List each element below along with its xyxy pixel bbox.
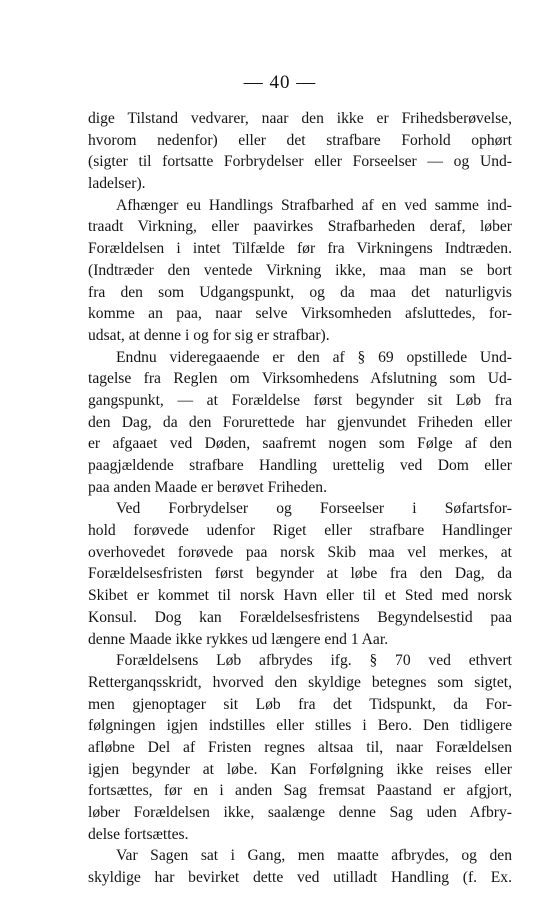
text-line: afløbne Del af Fristen regnes altsaa til, naar Forældelsen [88,738,512,756]
text-line: Skibet er kommet til norsk Havn eller til et Sted med norsk [88,587,512,605]
text-line: Forældelsens Løb afbrydes ifg. § 70 ved ethvert [116,652,512,670]
text-line: Var Sagen sat i Gang, men maatte afbrydes, og den [116,847,512,865]
text-line: følgningen igjen indstilles eller stilles i Bero. Den tidligere [88,717,512,735]
text-line: Afhænger eu Handlings Strafbarhed af en ved samme ind- [116,196,512,214]
text-line: igjen begynder at løbe. Kan Forfølgning ikke reises eller [88,760,512,778]
text-line: gangspunkt, — at Forældelse først begynder sit Løb fra [88,391,512,409]
text-line: tagelse fra Reglen om Virksomhedens Afslutning som Ud- [88,370,512,388]
text-line: (sigter til fortsatte Forbrydelser eller Forseelser — og Und- [88,153,512,171]
text-line: Ved Forbrydelser og Forseelser i Søfartsfor- [116,500,512,518]
text-line: hold forøvede udenfor Riget eller strafbare Handlinger [88,522,512,540]
text-line: men gjenoptager sit Løb fra det Tidspunkt, da For- [88,695,512,713]
text-line: Forældelsesfristen først begynder at løbe fra den Dag, da [88,565,512,583]
text-line: dige Tilstand vedvarer, naar den ikke er Frihedsberøvelse, [88,110,512,127]
text-line: fortsættes, før en i anden Sag fremsat Paastand er afgjort, [88,782,512,800]
text-line: denne Maade ikke rykkes ud længere end 1 Aar. [88,630,389,648]
text-line: fra den som Udgangspunkt, og da maa det naturligvis [88,283,512,301]
text-line: paagjældende strafbare Handling urettelig ved Dom eller [88,457,512,474]
text-line: traadt Virkning, eller paavirkes Strafbarheden deraf, løber [88,218,512,236]
text-line: skyldige har bevirket dette ved utilladt Handling (f. Ex. [88,869,512,887]
text-line: hvorom nedenfor) eller det strafbare Forhold ophørt [88,131,512,149]
text-line: komme an paa, naar selve Virksomheden afsluttedes, for- [88,305,512,323]
text-line: løber Forældelsen ikke, saalænge denne Sag uden Afbry- [88,804,512,821]
text-line: paa anden Maade er berøvet Friheden. [88,478,327,496]
text-line: ladelser). [88,175,146,193]
body-text [88,108,512,889]
text-line: Konsul. Dog kan Forældelsesfristens Begyndelsestid paa [88,608,512,626]
text-line: udsat, at denne i og for sig er strafbar). [88,326,330,344]
text-line: Forældelsen i intet Tilfælde før fra Virkningens Indtræden. [88,240,512,258]
text-line: delse fortsættes. [88,825,189,843]
text-line: Endnu videregaaende er den af § 69 opstillede Und- [116,348,512,366]
text-line: den Dag, da den Forurettede har gjenvundet Friheden eller [88,413,512,431]
text-line: (Indtræder den ventede Virkning ikke, maa man se bort [88,261,512,279]
text-line: overhovedet forøvede paa norsk Skib maa vel merkes, at [88,543,512,561]
text-line: Retterganqsskridt, hvorved den skyldige betegnes som sigtet, [88,673,512,691]
text-line: er afgaaet ved Døden, saafremt nogen som Følge af den [88,435,512,453]
page-number: — 40 — [243,72,317,93]
